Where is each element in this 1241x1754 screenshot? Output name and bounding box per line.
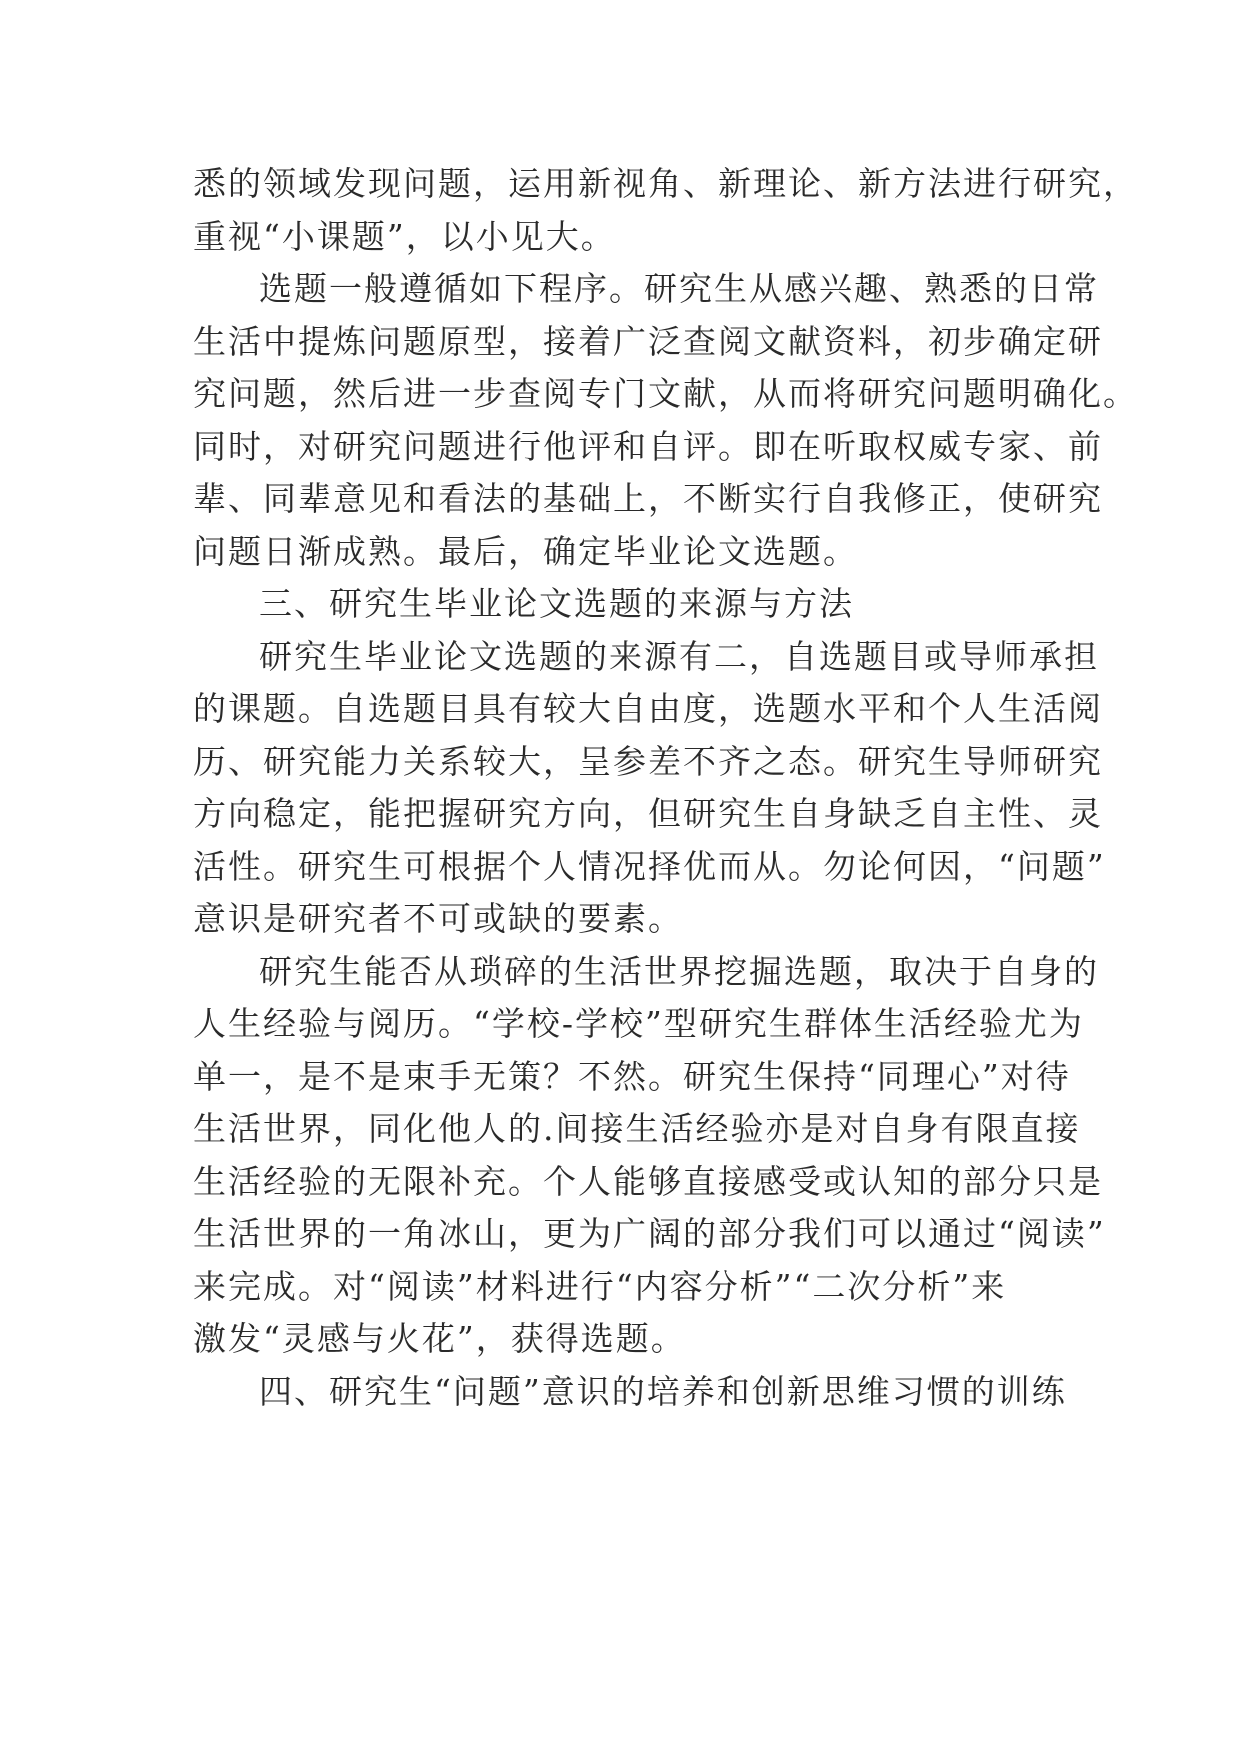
- heading-text: 四、研究生“问题”意识的培养和创新思维习惯的训练: [259, 1371, 1067, 1411]
- text-line: 生活世界的一角冰山，更为广阔的部分我们可以通过“阅读”: [193, 1214, 1106, 1253]
- section-heading-3: [193, 578, 1053, 631]
- text-line: 选题一般遵循如下程序。研究生从感兴趣、熟悉的日常: [259, 269, 1099, 308]
- section-heading-4: [193, 1366, 1067, 1419]
- text-line: 的课题。自选题目具有较大自由度，选题水平和个人生活阅: [193, 689, 1103, 728]
- text-line: 问题日渐成熟。最后，确定毕业论文选题。: [193, 531, 858, 571]
- text-line: 辈、同辈意见和看法的基础上，不断实行自我修正，使研究: [193, 479, 1103, 518]
- text-line: 历、研究能力关系较大，呈参差不齐之态。研究生导师研究: [193, 741, 1103, 781]
- paragraph-topic-sources: [193, 631, 1106, 946]
- text-line: 究问题，然后进一步查阅专门文献，从而将研究问题明确化。: [193, 374, 1138, 413]
- paragraph-continuation: [193, 158, 1138, 263]
- text-line: 重视“小课题”，以小见大。: [193, 216, 616, 256]
- text-line: 悉的领域发现问题，运用新视角、新理论、新方法进行研究，: [193, 164, 1138, 203]
- text-line: 生活世界，同化他人的.间接生活经验亦是对自身有限直接: [193, 1109, 1081, 1148]
- document-body: [193, 158, 1138, 1418]
- text-line: 人生经验与阅历。“学校-学校”型研究生群体生活经验尤为: [193, 1004, 1084, 1043]
- text-line: 同时，对研究问题进行他评和自评。即在听取权威专家、前: [193, 426, 1103, 466]
- text-line: 生活经验的无限补充。个人能够直接感受或认知的部分只是: [193, 1161, 1103, 1201]
- paragraph-selection-procedure: [193, 263, 1138, 578]
- text-line: 研究生毕业论文选题的来源有二，自选题目或导师承担: [259, 636, 1099, 676]
- text-line: 激发“灵感与火花”，获得选题。: [193, 1319, 686, 1358]
- paragraph-life-experience: [193, 946, 1106, 1366]
- text-line: 意识是研究者不可或缺的要素。: [193, 899, 683, 938]
- heading-text: 三、研究生毕业论文选题的来源与方法: [259, 584, 854, 623]
- text-line: 活性。研究生可根据个人情况择优而从。勿论何因，“问题”: [193, 846, 1106, 886]
- text-line: 生活中提炼问题原型，接着广泛查阅文献资料，初步确定研: [193, 321, 1103, 361]
- text-line: 来完成。对“阅读”材料进行“内容分析”“二次分析”来: [193, 1266, 1007, 1306]
- text-line: 方向稳定，能把握研究方向，但研究生自身缺乏自主性、灵: [193, 794, 1103, 833]
- text-line: 单一，是不是束手无策？不然。研究生保持“同理心”对待: [193, 1056, 1071, 1096]
- text-line: 研究生能否从琐碎的生活世界挖掘选题，取决于自身的: [259, 951, 1099, 991]
